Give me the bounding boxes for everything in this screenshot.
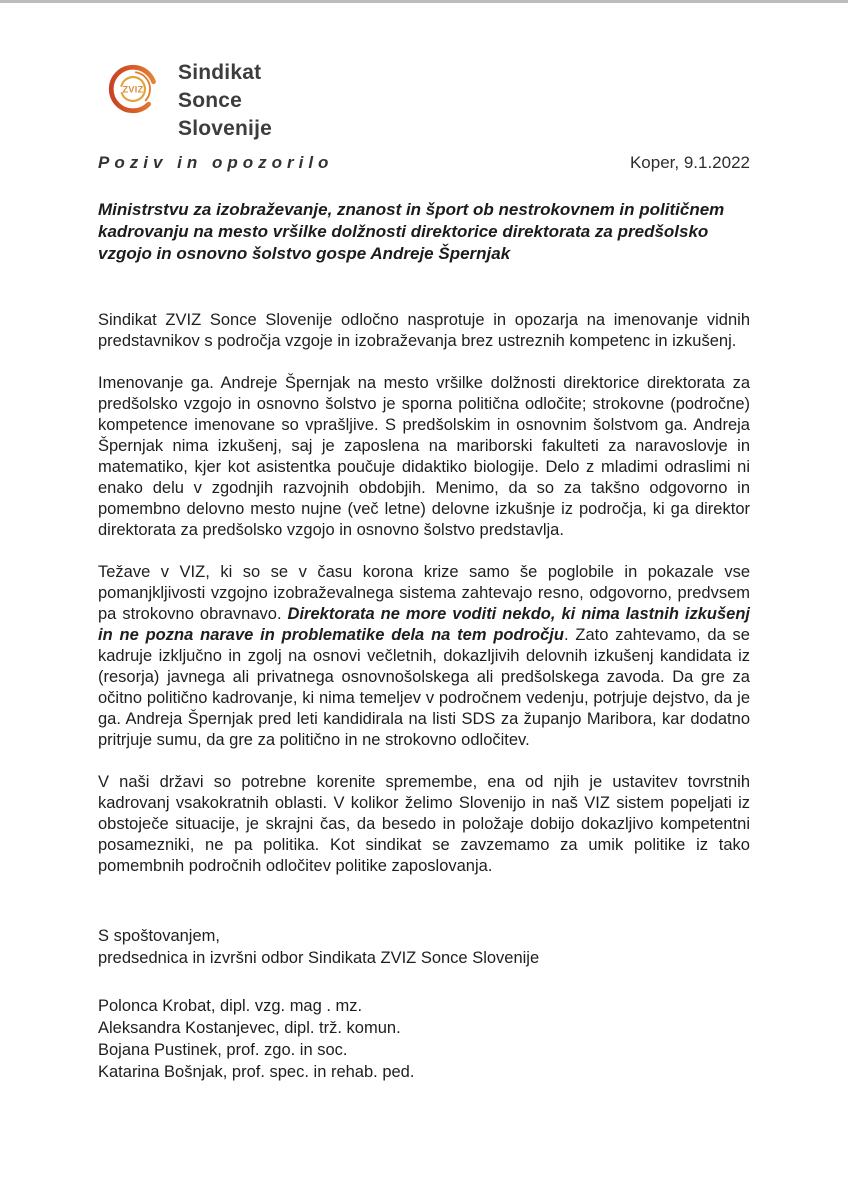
signatory: Bojana Pustinek, prof. zgo. in soc. [98,1041,348,1059]
paragraph-text: Sindikat ZVIZ Sonce Slovenije odločno nasprotuje in opozarja na imenovanje vidnih predstavnikov s področja vzgoje in izobraževanja brez ustreznih kompetenc in izkušenj. [98,311,750,350]
zviz-logo [104,57,162,121]
title-row [98,153,750,173]
closing-block [98,925,750,969]
signatory: Aleksandra Kostanjevec, dipl. trž. komun. [98,1019,401,1037]
paragraph-text: Težave v VIZ, ki so se v času korona krize samo še poglobile in pokazale vse pomanjkljivosti vzgojno izobraževalnega sistema zahtevajo resno, odgovorno, predvsem pa strokovno obravnavo. [98,563,750,623]
closing-line: predsednica in izvršni odbor Sindikata ZVIZ Sonce Slovenije [98,949,540,967]
signatory: Katarina Bošnjak, prof. spec. in rehab. ped. [98,1063,415,1081]
logo-text: ZVIZ [122,84,144,95]
document-date: Koper, 9.1.2022 [629,153,750,172]
org-name-line: Sonce [178,89,243,112]
signatory: Polonca Krobat, dipl. vzg. mag . mz. [98,997,363,1015]
signatories-block [98,995,750,1083]
emphasized-statement: Direktorata ne more voditi nekdo, ki nima lastnih izkušenj in ne pozna narave in problematike dela na tem področju [98,605,751,644]
organization-name [178,57,272,143]
subject-line: Ministrstvu za izobraževanje, znanost in šport ob nestrokovnem in političnem kadrovanju na mesto vršilke dolžnosti direktorice direktorata za predšolsko vzgojo in osnovno šolstvo gospe Andreje Špernjak [98,200,725,263]
body-paragraph-3 [98,562,750,751]
paragraph-text: V naši državi so potrebne korenite spremembe, ena od njih je ustavitev tovrstnih kadrovanj vsakokratnih oblasti. V kolikor želimo Slovenijo in naš VIZ sistem popeljati iz obstoječe situacije, je skrajni čas, da besedo in položaje dobijo dokazljivo kompetentni posamezniki, ne pa politika. Kot sindikat se zavzemamo za umik politike iz tako pomembnih področnih odločitev politike zaposlovanja. [98,773,750,875]
logo-swirl-icon [104,57,162,121]
paragraph-text: . Zato zahtevamo, da se kadruje izključno in zgolj na osnovi večletnih, dokazljivih delovnih izkušenj kandidata iz (resorja) javnega ali privatnega osnovnošolskega ali predšolskega zavoda. Da gre za očitno politično kadrovanje, ki nima temeljev v področnem vedenju, potrjuje dejstvo, da je ga. Andreja Špernjak pred leti kandidirala na listi SDS za županjo Maribora, kar dodatno pritrjuje sumu, da gre za politično in ne strokovno odločitev. [98,626,750,749]
org-name-line: Sindikat [178,61,262,84]
paragraph-text: Imenovanje ga. Andreje Špernjak na mesto vršilke dolžnosti direktorice direktorata za predšolsko vzgojo in osnovno šolstvo je sporna politična odločite; strokovne (področne) kompetence imenovane so vprašljive. S predšolskim in osnovnim šolstvom ga. Andreja Špernjak nima izkušenj, saj je zaposlena na mariborski fakulteti za naravoslovje in matematiko, kjer kot asistentka poučuje didaktiko biologije. Delo z mladimi odraslimi ni enako delu v zgodnjih razvojnih obdobjih. Menimo, da so za takšno odgovorno in pomembno delovno mesto nujne (več letne) delovne izkušnje iz področja, ki ga direktor direktorata za predšolsko vzgojo in osnovno šolstvo predstavlja. [98,374,750,539]
body-paragraph-4 [98,772,750,877]
org-name-line: Slovenije [178,117,273,140]
document-page [0,3,848,1083]
closing-line: S spoštovanjem, [98,927,220,945]
document-title: Poziv in opozorilo [98,153,334,172]
body-paragraph-2 [98,373,750,541]
letterhead [104,57,750,143]
body-paragraph-1 [98,310,750,352]
